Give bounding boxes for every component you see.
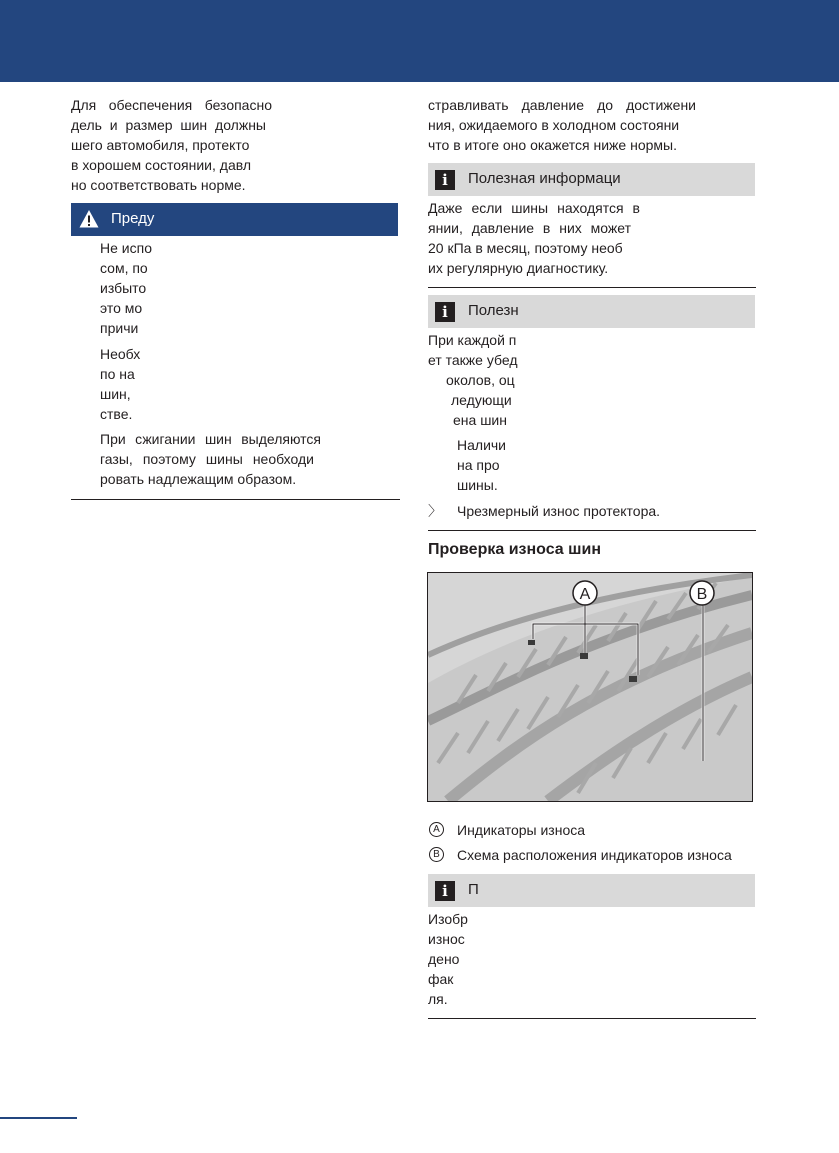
info-line: При каждой п <box>428 332 517 348</box>
info-line: Даже если шины находятся в <box>428 200 640 216</box>
warning-line: При сжигании шин выделяются <box>100 431 321 447</box>
info-rule-1 <box>428 287 756 288</box>
info-line: ледующи <box>451 392 512 408</box>
info-title-2: Полезн <box>468 302 519 319</box>
warning-line: сом, по <box>100 260 148 276</box>
tire-tread-illustration <box>428 573 752 801</box>
text-line: что в итоге оно окажется ниже нормы. <box>428 137 677 153</box>
info-line: износ <box>428 931 465 947</box>
info-line: янии, давление в них может <box>428 220 631 236</box>
intro-line: шего автомобиля, протекто <box>71 137 250 153</box>
intro-line: в хорошем состоянии, давл <box>71 157 252 173</box>
info-header-1 <box>428 163 755 196</box>
callout-b-label: B <box>696 586 708 603</box>
warning-header <box>71 203 398 236</box>
footer-accent-line <box>0 1117 77 1119</box>
tire-tread-figure <box>427 572 753 802</box>
legend-mark-a: A <box>429 822 444 837</box>
info-line: их регулярную диагностику. <box>428 260 609 276</box>
info-line: ена шин <box>453 412 507 428</box>
info-icon: i <box>435 881 455 901</box>
warning-line: Не испо <box>100 240 152 256</box>
warning-line: газы, поэтому шины необходи <box>100 451 314 467</box>
legend-text-b: Схема расположения индикаторов износа <box>457 847 732 863</box>
warning-line: причи <box>100 320 139 336</box>
info-title-3: П <box>468 881 479 898</box>
info-line: ет также убед <box>428 352 518 368</box>
warning-line: шин, <box>100 386 131 402</box>
legend-mark-b: B <box>429 847 444 862</box>
intro-line: Для обеспечения безопасно <box>71 97 272 113</box>
text-line: ния, ожидаемого в холодном состояни <box>428 117 680 133</box>
info-rule-2 <box>428 530 756 531</box>
warning-line: стве. <box>100 406 133 422</box>
info-bullet-line: Чрезмерный износ протектора. <box>457 503 661 519</box>
intro-line: но соответствовать норме. <box>71 177 246 193</box>
warning-line: это мо <box>100 300 143 316</box>
warning-bottom-rule <box>71 499 400 500</box>
section-heading: Проверка износа шин <box>428 541 601 558</box>
info-rule-3 <box>428 1018 756 1019</box>
info-bullet-line: на про <box>457 457 500 473</box>
warning-line: избыто <box>100 280 147 296</box>
warning-line: ровать надлежащим образом. <box>100 471 297 487</box>
header-bar <box>0 0 839 82</box>
warning-title: Преду <box>111 210 155 227</box>
info-line: 20 кПа в месяц, поэтому необ <box>428 240 623 256</box>
info-line: Изобр <box>428 911 468 927</box>
info-line: дено <box>428 951 460 967</box>
info-title-1: Полезная информаци <box>468 170 621 187</box>
intro-line: дель и размер шин должны <box>71 117 266 133</box>
legend-text-a: Индикаторы износа <box>457 822 586 838</box>
info-line: фак <box>428 971 454 987</box>
warning-triangle-icon <box>79 209 99 229</box>
info-line: околов, оц <box>446 372 515 388</box>
info-header-2 <box>428 295 755 328</box>
info-icon: i <box>435 302 455 322</box>
warning-line: по на <box>100 366 135 382</box>
info-bullet-line: шины. <box>457 477 498 493</box>
text-line: стравливать давление до достижени <box>428 97 696 113</box>
warning-line: Необх <box>100 346 141 362</box>
callout-a-label: A <box>579 586 591 603</box>
info-line: ля. <box>428 991 448 1007</box>
info-bullet-line: Наличи <box>457 437 506 453</box>
info-header-3 <box>428 874 755 907</box>
info-icon: i <box>435 170 455 190</box>
chevron-right-icon: 〉 <box>428 503 442 519</box>
